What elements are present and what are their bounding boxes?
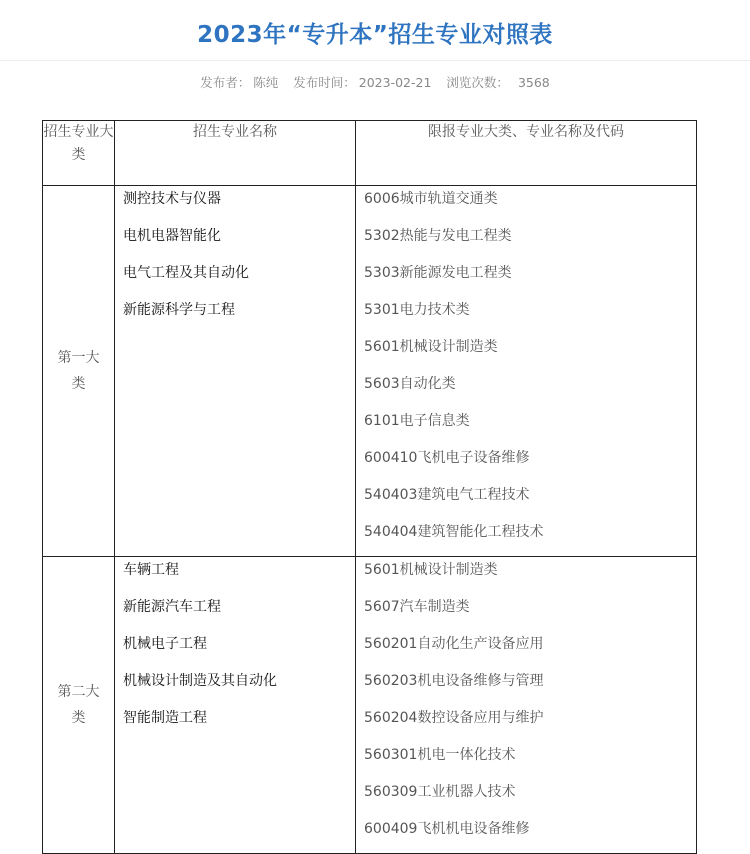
table-row [43, 557, 697, 854]
major-item: 智能制造工程 [123, 710, 207, 726]
date-label: 发布时间： [293, 75, 356, 90]
article-header [0, 0, 750, 61]
table-header-row [43, 121, 697, 186]
publisher-name: 陈纯 [253, 75, 279, 90]
header-limited-codes: 限报专业大类、专业名称及代码 [356, 121, 697, 186]
publisher-label: 发布者： [200, 75, 251, 90]
code-item: 600410飞机电子设备维修 [364, 450, 530, 466]
code-item: 5603自动化类 [364, 376, 456, 392]
views-label: 浏览次数： [446, 75, 509, 90]
code-item: 6101电子信息类 [364, 413, 470, 429]
codes-cell [356, 186, 697, 557]
publish-date: 2023-02-21 [358, 75, 432, 90]
major-item: 机械电子工程 [123, 636, 207, 652]
code-item: 5607汽车制造类 [364, 599, 470, 615]
major-item: 车辆工程 [123, 562, 179, 578]
code-item: 6006城市轨道交通类 [364, 191, 498, 207]
view-count: 3568 [517, 75, 550, 90]
majors-cell [115, 557, 356, 854]
code-item: 560203机电设备维修与管理 [364, 673, 544, 689]
code-item: 5303新能源发电工程类 [364, 265, 512, 281]
majors-cell [115, 186, 356, 557]
header-category: 招生专业大类 [43, 121, 115, 186]
code-item: 560309工业机器人技术 [364, 784, 516, 800]
major-item: 新能源科学与工程 [123, 302, 235, 318]
category-cell: 第一大类 [43, 186, 115, 557]
code-item: 600409飞机机电设备维修 [364, 821, 530, 837]
code-item: 560301机电一体化技术 [364, 747, 516, 763]
table-row [43, 186, 697, 557]
header-major-name: 招生专业名称 [115, 121, 356, 186]
codes-cell [356, 557, 697, 854]
code-item: 560204数控设备应用与维护 [364, 710, 544, 726]
code-item: 5601机械设计制造类 [364, 562, 498, 578]
category-cell: 第二大类 [43, 557, 115, 854]
major-comparison-table [42, 120, 697, 854]
code-item: 5601机械设计制造类 [364, 339, 498, 355]
code-item: 5301电力技术类 [364, 302, 470, 318]
article-title: 2023年“专升本”招生专业对照表 [197, 22, 553, 48]
article-meta [0, 73, 750, 91]
code-item: 540403建筑电气工程技术 [364, 487, 530, 503]
code-item: 5302热能与发电工程类 [364, 228, 512, 244]
major-item: 电机电器智能化 [123, 228, 221, 244]
major-item: 测控技术与仪器 [123, 191, 221, 207]
major-item: 新能源汽车工程 [123, 599, 221, 615]
code-item: 540404建筑智能化工程技术 [364, 524, 544, 540]
major-item: 机械设计制造及其自动化 [123, 673, 277, 689]
code-item: 560201自动化生产设备应用 [364, 636, 544, 652]
major-item: 电气工程及其自动化 [123, 265, 249, 281]
